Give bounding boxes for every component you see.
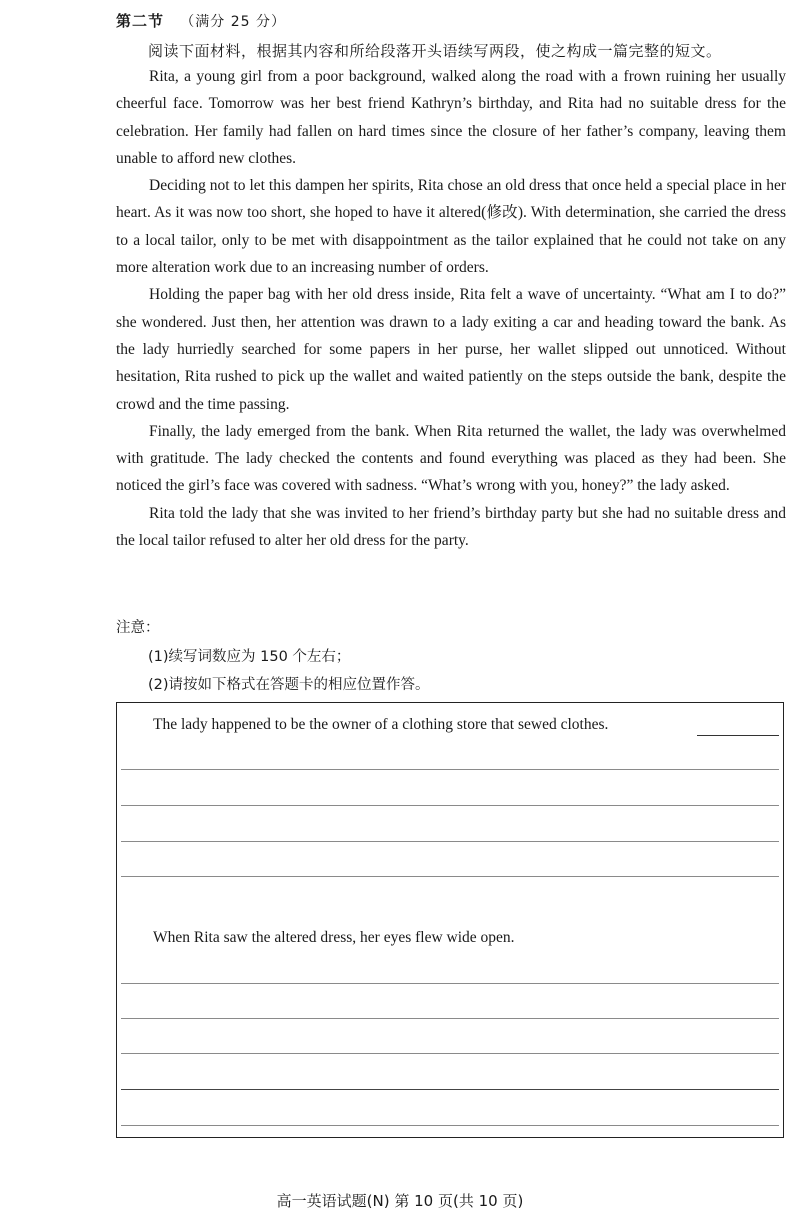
opener-1-blank[interactable] (697, 734, 779, 736)
paragraph-opener-1: The lady happened to be the owner of a clothing store that sewed clothes. (153, 716, 609, 733)
score-note: （满分 25 分） (180, 14, 286, 30)
story-paragraph-1: Rita, a young girl from a poor background, walked along the road with a frown ruining her usually cheerful face. Tomorrow was her best friend Kathryn’s birthday, and Rita had no suitable dress for the celebration. Her family had fallen on hard times since the closure of her father’s company, leaving them unable to afford new clothes. (116, 68, 786, 167)
story-paragraph-5: Rita told the lady that she was invited to her friend’s birthday party but she had no suitable dress and the local tailor refused to alter her old dress for the party. (116, 504, 786, 550)
note-item-2: (2)请按如下格式在答题卡的相应位置作答。 (148, 677, 430, 693)
writing-line-3[interactable] (121, 841, 779, 842)
answer-sheet-box (116, 702, 784, 1138)
writing-line-4[interactable] (121, 876, 779, 877)
story-paragraph-2: Deciding not to let this dampen her spirits, Rita chose an old dress that once held a special place in her heart. As it was now too short, she hoped to have it altered(修改). With determination, she carried the dress to a local tailor, only to be met with disappointment as the tailor explained that he could not take on any more alteration work due to an increasing number of orders. (116, 177, 786, 277)
section-title: 第二节 (116, 12, 165, 30)
writing-line-6[interactable] (121, 1018, 779, 1019)
story-paragraph-3: Holding the paper bag with her old dress inside, Rita felt a wave of uncertainty. “What am I to do?” she wondered. Just then, her attention was drawn to a lady exiting a car and heading toward the bank. As the lady hurriedly searched for some papers in her purse, her wallet slipped out unnoticed. Without hesitation, Rita rushed to pick up the wallet and waited patiently on the steps outside the bank, despite the crowd and the time passing. (116, 286, 786, 413)
notes-label: 注意： (116, 620, 160, 636)
writing-line-2[interactable] (121, 805, 779, 806)
page-footer: 高一英语试题(N) 第 10 页(共 10 页) (276, 1192, 524, 1210)
writing-line-8[interactable] (121, 1089, 779, 1090)
writing-line-7[interactable] (121, 1053, 779, 1054)
story-passage (116, 63, 786, 554)
note-item-1: (1)续写词数应为 150 个左右； (148, 649, 351, 665)
story-paragraph-4: Finally, the lady emerged from the bank. When Rita returned the wallet, the lady was overwhelmed with gratitude. The lady checked the contents and found everything was placed as they had been. She noticed the girl’s face was covered with sadness. “What’s wrong with you, honey?” the lady asked. (116, 422, 786, 495)
section-heading (116, 10, 286, 31)
task-instruction: 阅读下面材料，根据其内容和所给段落开头语续写两段，使之构成一篇完整的短文。 (148, 42, 722, 60)
writing-line-1[interactable] (121, 769, 779, 770)
paragraph-opener-2: When Rita saw the altered dress, her eyes flew wide open. (153, 929, 515, 946)
writing-line-5[interactable] (121, 983, 779, 984)
writing-line-9[interactable] (121, 1125, 779, 1126)
